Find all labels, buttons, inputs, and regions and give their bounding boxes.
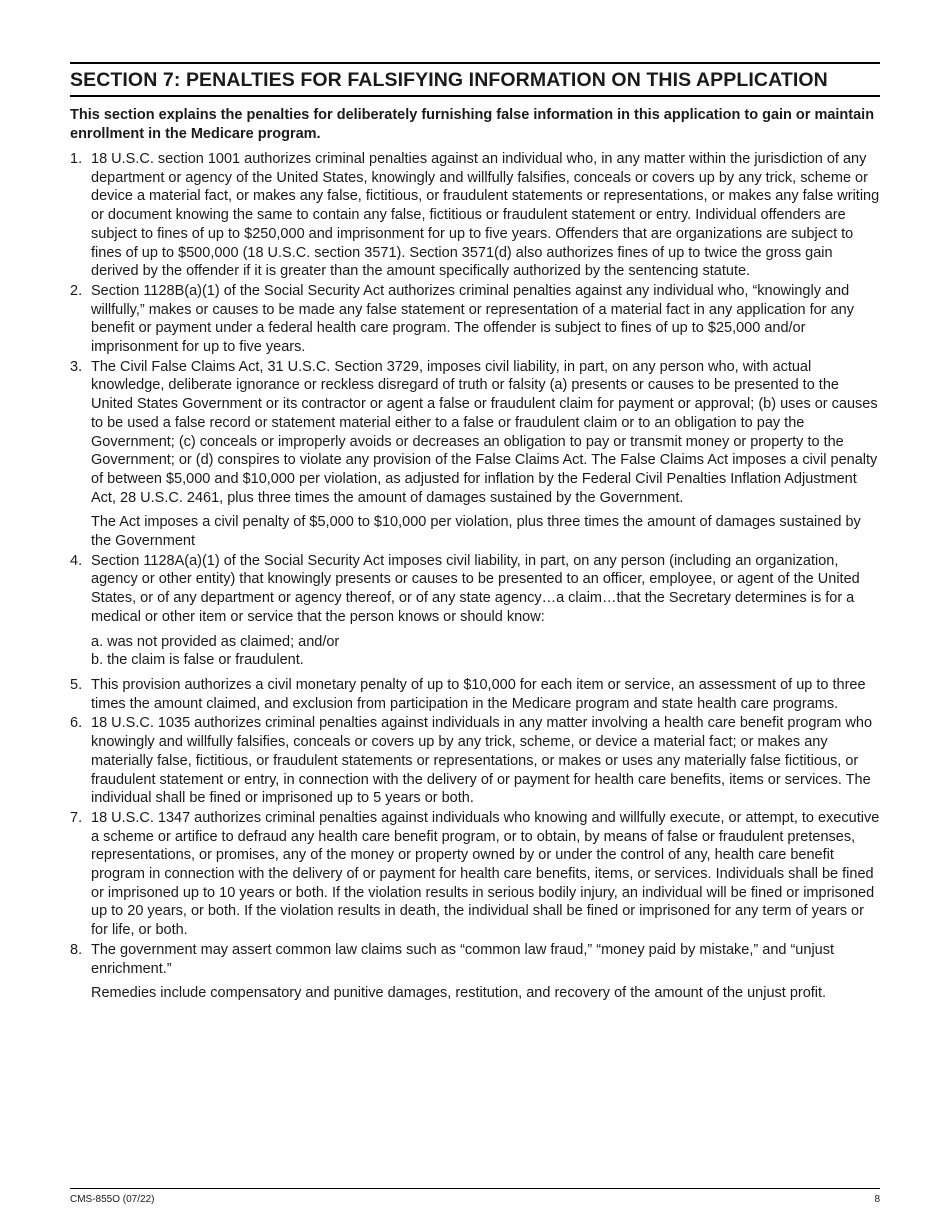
document-page: [70, 62, 880, 1004]
list-item-paragraph: Section 1128B(a)(1) of the Social Security Act authorizes criminal penalties against any individual who, “knowingly and willfully,” makes or causes to be made any false statement or representation of a material fact in any application for any benefit or payment under a federal health care program. The offender is subject to fines of up to $25,000 and/or imprisonment for up to five years.: [91, 282, 854, 356]
page-footer: [70, 1188, 880, 1205]
list-item-number: 7.: [70, 809, 83, 826]
list-item: [70, 714, 880, 808]
sub-list-item: b. the claim is false or fraudulent.: [91, 652, 304, 669]
list-item-paragraph: The Act imposes a civil penalty of $5,000 to $10,000 per violation, plus three times the amount of damages sustained by the Government: [91, 514, 861, 550]
list-item-number: 3.: [70, 358, 83, 375]
page-number: 8: [874, 1194, 880, 1205]
list-item: [70, 358, 880, 551]
list-item-paragraph: 18 U.S.C. 1035 authorizes criminal penalties against individuals in any matter involving a health care benefit program who knowingly and willfully falsifies, conceals or covers up by any trick, scheme, or device a material fact; or makes any materially false, fictitious, or fraudulent statements or representations, or makes or uses any materially false fictitious, or fraudulent statement or entry, in connection with the delivery of or payment for health care benefits, items or services. The individual shall be fined or imprisoned up to 5 years or both.: [91, 715, 873, 807]
list-item-paragraph: Section 1128A(a)(1) of the Social Security Act imposes civil liability, in part, on any person (including an organization, agency or other entity) that knowingly presents or causes to be presented to an officer, employee, or agent of the United States, or of any department or agency thereof, or of any state agency…a claim…that the Secretary determines is for a medical or other item or service that the person knows or should know:: [91, 552, 860, 625]
list-item-paragraph: The Civil False Claims Act, 31 U.S.C. Section 3729, imposes civil liability, in part, on any person who, with actual knowledge, deliberate ignorance or reckless disregard of truth or falsity (a) presents or causes to be presented to the United States Government or its contractor or agent a false or fraudulent claim for payment or approval; (b) uses or causes to be used a false record or statement material either to a false or fraudulent claim or to an obligation to pay the Government; (c) conceals or improperly avoids or decreases an obligation to pay or transmit money or property to the Government; or (d) conspires to violate any provision of the False Claims Act. The False Claims Act imposes a civil penalty of between $5,000 and $10,000 per violation, as adjusted for inflation by the Federal Civil Penalties Inflation Adjustment Act, 28 U.S.C. 2461, plus three times the amount of damages sustained by the Government.: [91, 358, 878, 506]
sub-list: [91, 633, 880, 670]
form-id: CMS-855O (07/22): [70, 1194, 155, 1205]
section-intro: This section explains the penalties for deliberately furnishing false information in this application to gain or maintain enrollment in the Medicare program.: [70, 107, 875, 142]
list-item: [70, 552, 880, 670]
list-item-paragraph: The government may assert common law claims such as “common law fraud,” “money paid by mistake,” and “unjust enrichment.”: [91, 941, 835, 977]
list-item: [70, 150, 880, 281]
list-item-paragraph: This provision authorizes a civil monetary penalty of up to $10,000 for each item or service, an assessment of up to three times the amount claimed, and exclusion from participation in the Medicare program and state health care programs.: [91, 676, 866, 712]
list-item-number: 1.: [70, 151, 83, 167]
list-item-number: 5.: [70, 676, 83, 693]
list-item-number: 4.: [70, 552, 83, 569]
penalties-list: [70, 150, 880, 1003]
list-item: [70, 676, 880, 713]
list-item-paragraph: 18 U.S.C. 1347 authorizes criminal penalties against individuals who knowing and willfully execute, or attempt, to executive a scheme or artifice to defraud any health care benefit program, or to obtain, by means of false or fraudulent pretenses, representations, or promises, any of the money or property owned by or under the control of any, health care benefit program in connection with the delivery of or payment for health care benefits, items, or services. Individuals shall be fined or imprisoned up to 10 years or both. If the violation results in serious bodily injury, an individual will be fined or imprisoned up to 20 years, or both. If the violation results in death, the individual shall be fined or imprisoned for any term of years or for life, or both.: [91, 809, 880, 939]
list-item: [70, 282, 880, 357]
list-item-number: 8.: [70, 941, 83, 958]
list-item-number: 2.: [70, 282, 83, 299]
list-item: [70, 809, 880, 940]
list-item-paragraph: Remedies include compensatory and punitive damages, restitution, and recovery of the amount of the unjust profit.: [91, 985, 827, 1002]
list-item-paragraph: 18 U.S.C. section 1001 authorizes criminal penalties against an individual who, in any matter within the jurisdiction of any department or agency of the United States, knowingly and willfully falsifies, conceals or covers up by any trick, scheme or device a material fact, or makes any false, fictitious, or fraudulent statements or representations, or makes any false writing or document knowing the same to contain any false, fictitious or fraudulent statement or entry. Individual offenders are subject to fines of up to $250,000 and imprisonment for up to five years. Offenders that are organizations are subject to fines of up to $500,000 (18 U.S.C. section 3571). Section 3571(d) also authorizes fines of up to twice the gross gain derived by the offender if it is greater than the amount specifically authorized by the sentencing statute.: [91, 151, 880, 280]
list-item-number: 6.: [70, 715, 83, 732]
sub-list-item: a. was not provided as claimed; and/or: [91, 633, 340, 650]
section-title: SECTION 7: PENALTIES FOR FALSIFYING INFORMATION ON THIS APPLICATION: [70, 62, 880, 97]
list-item: [70, 941, 880, 1003]
